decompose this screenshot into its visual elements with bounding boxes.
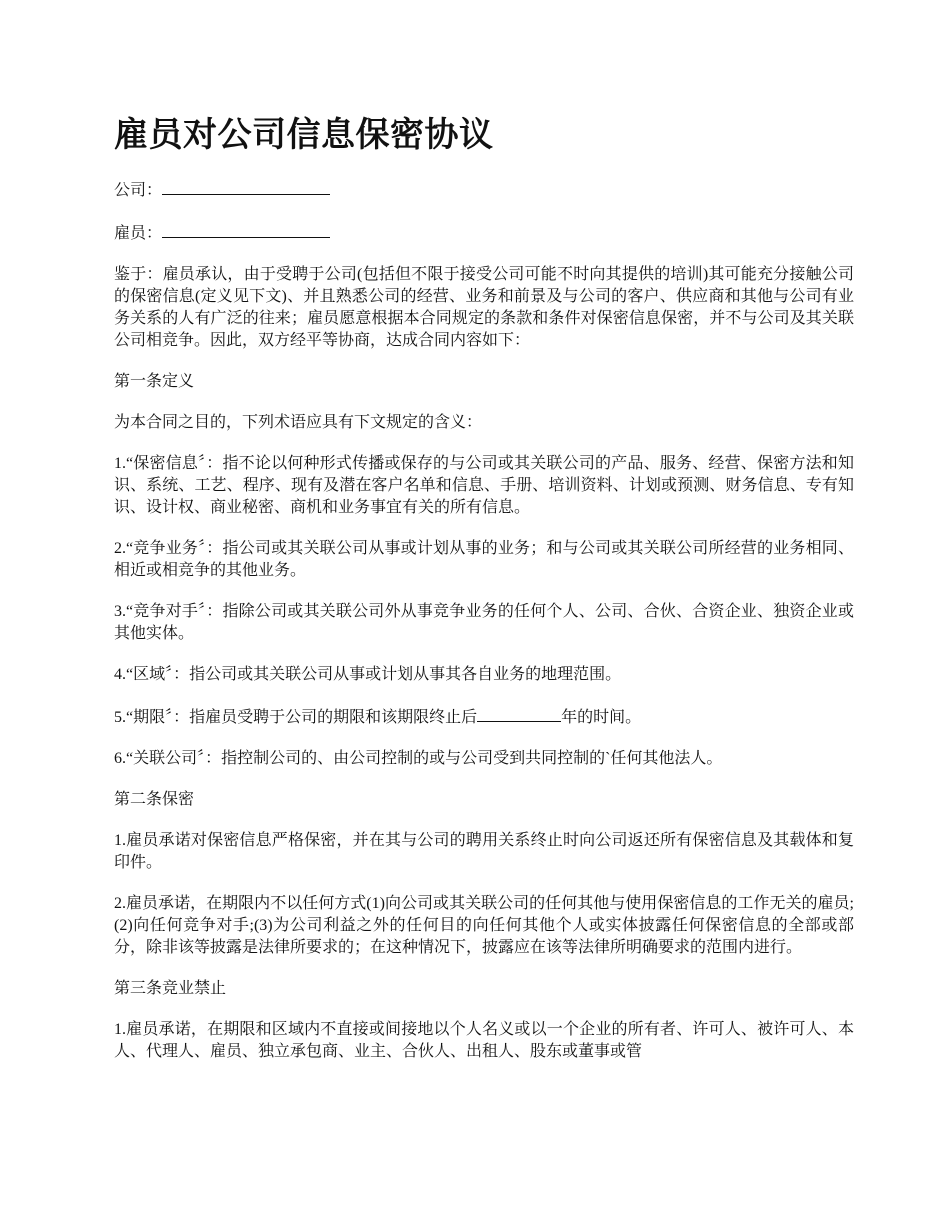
- definition-confidential-info: 1.“保密信息〞：指不论以何种形式传播或保存的与公司或其关联公司的产品、服务、经营、保密方法和知识、系统、工艺、程序、现有及潜在客户名单和信息、手册、培训资料、计划或预测、财务信息、专有知识、设计权、商业秘密、商机和业务事宜有关的所有信息。: [114, 455, 854, 516]
- definition-term: [114, 705, 854, 729]
- article1-intro: 为本合同之目的，下列术语应具有下文规定的含义：: [114, 414, 483, 431]
- definition-competing-business: 2.“竞争业务〞：指公司或其关联公司从事或计划从事的业务；和与公司或其关联公司所经营的业务相同、相近或相竞争的其他业务。: [114, 540, 854, 579]
- confidentiality-clause-2: 2.雇员承诺，在期限内不以任何方式(1)向公司或其关联公司的任何其他与使用保密信息的工作无关的雇员;(2)向任何竞争对手;(3)为公司利益之外的任何目的向任何其他个人或实体披露任何保密信息的全部或部分，除非该等披露是法律所要求的；在这种情况下，披露应在该等法律所明确要求的范围内进行。: [114, 895, 854, 956]
- company-blank: [162, 178, 330, 195]
- document-page: [114, 112, 854, 1082]
- article2-heading: 第二条保密: [114, 791, 195, 808]
- document-title: 雇员对公司信息保密协议: [114, 115, 494, 155]
- non-compete-clause-1: 1.雇员承诺，在期限和区域内不直接或间接地以个人名义或以一个企业的所有者、许可人、被许可人、本人、代理人、雇员、独立承包商、业主、合伙人、出租人、股东或董事或管: [114, 1021, 854, 1060]
- employee-field: [114, 221, 854, 245]
- preamble-paragraph: 鉴于：雇员承认，由于受聘于公司(包括但不限于接受公司可能不时向其提供的培训)其可能充分接触公司的保密信息(定义见下文)、并且熟悉公司的经营、业务和前景及与公司的客户、供应商和其他与公司有业务关系的人有广泛的往来；雇员愿意根据本合同规定的条款和条件对保密信息保密，并不与公司及其关联公司相竞争。因此，双方经平等协商，达成合同内容如下：: [114, 266, 854, 349]
- confidentiality-clause-1: 1.雇员承诺对保密信息严格保密，并在其与公司的聘用关系终止时向公司返还所有保密信息及其载体和复印件。: [114, 832, 854, 871]
- company-label: 公司：: [114, 182, 163, 199]
- article3-heading: 第三条竞业禁止: [114, 980, 227, 997]
- employee-blank: [162, 221, 330, 238]
- article1-heading: 第一条定义: [114, 373, 195, 390]
- term-years-blank: [477, 705, 561, 722]
- definition-term-text-before: 5.“期限〞：指雇员受聘于公司的期限和该期限终止后: [114, 709, 478, 726]
- definition-term-text-after: 年的时间。: [561, 709, 642, 726]
- definition-region: 4.“区域〞：指公司或其关联公司从事或计划从事其各自业务的地理范围。: [114, 666, 622, 683]
- definition-affiliate: 6.“关联公司〞：指控制公司的、由公司控制的或与公司受到共同控制的`任何其他法人。: [114, 750, 723, 767]
- employee-label: 雇员：: [114, 225, 163, 242]
- definition-competitor: 3.“竞争对手〞：指除公司或其关联公司外从事竞争业务的任何个人、公司、合伙、合资企业、独资企业或其他实体。: [114, 603, 854, 642]
- company-field: [114, 178, 854, 202]
